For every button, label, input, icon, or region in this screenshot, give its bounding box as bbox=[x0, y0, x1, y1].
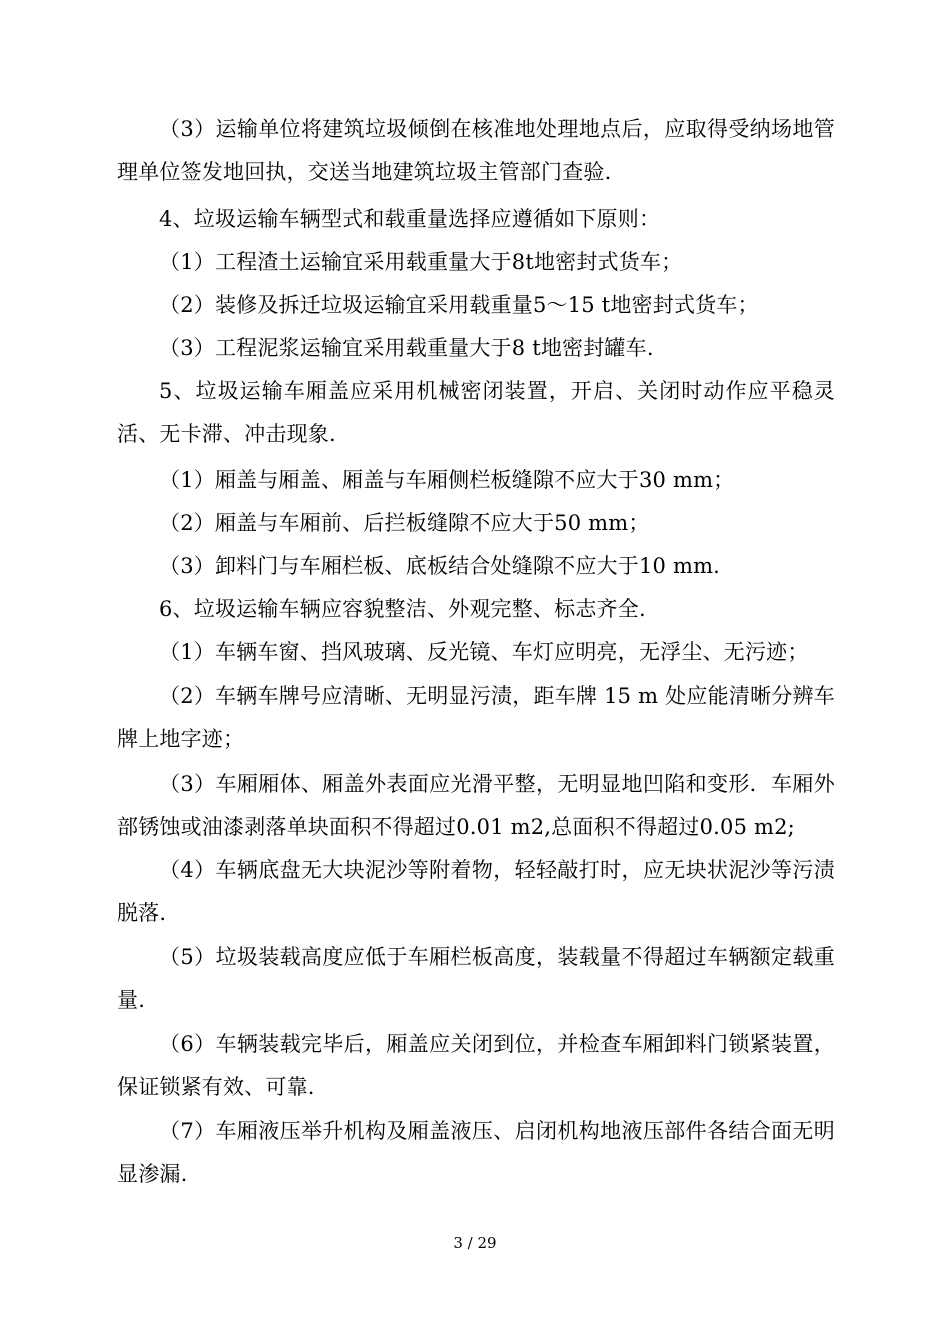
paragraph-4-1: （1）工程渣土运输宜采用载重量大于8t地密封式货车； bbox=[159, 250, 683, 274]
paragraph-6-3: （3）车厢厢体、厢盖外表面应光滑平整，无明显地凹陷和变形．车厢外部锈蚀或油漆剥落单块面积不得超过0.01 m2,总面积不得超过0.05 m2; bbox=[117, 772, 835, 839]
page-number: 3 / 29 bbox=[453, 1234, 497, 1252]
paragraph-3-1: （3）运输单位将建筑垃圾倾倒在核准地处理地点后，应取得受纳场地管理单位签发地回执，交送当地建筑垃圾主管部门查验. bbox=[117, 117, 835, 184]
paragraph-6-5: （5）垃圾装载高度应低于车厢栏板高度，装载量不得超过车辆额定载重量. bbox=[117, 945, 835, 1012]
paragraph-6: 6、垃圾运输车辆应容貌整洁、外观完整、标志齐全. bbox=[159, 597, 646, 621]
paragraph-5-3: （3）卸料门与车厢栏板、底板结合处缝隙不应大于10 mm. bbox=[159, 554, 721, 578]
paragraph-4-2: （2）装修及拆迁垃圾运输宜采用载重量5～15 t地密封式货车； bbox=[159, 293, 759, 317]
paragraph-6-1: （1）车辆车窗、挡风玻璃、反光镜、车灯应明亮，无浮尘、无污迹； bbox=[159, 640, 809, 664]
paragraph-6-4: （4）车辆底盘无大块泥沙等附着物，轻轻敲打时，应无块状泥沙等污渍脱落. bbox=[117, 858, 835, 925]
paragraph-6-7: （7）车厢液压举升机构及厢盖液压、启闭机构地液压部件各结合面无明显渗漏. bbox=[117, 1119, 835, 1186]
paragraph-5-2: （2）厢盖与车厢前、后拦板缝隙不应大于50 mm； bbox=[159, 511, 650, 535]
paragraph-6-6: （6）车辆装载完毕后，厢盖应关闭到位，并检查车厢卸料门锁紧装置，保证锁紧有效、可靠. bbox=[117, 1032, 835, 1099]
paragraph-4-3: （3）工程泥浆运输宜采用载重量大于8 t地密封罐车. bbox=[159, 336, 654, 360]
paragraph-6-2: （2）车辆车牌号应清晰、无明显污渍，距车牌 15 m 处应能清晰分辨车牌上地字迹； bbox=[117, 684, 835, 751]
paragraph-5: 5、垃圾运输车厢盖应采用机械密闭装置，开启、关闭时动作应平稳灵活、无卡滞、冲击现象. bbox=[117, 379, 835, 446]
paragraph-5-1: （1）厢盖与厢盖、厢盖与车厢侧栏板缝隙不应大于30 mm； bbox=[159, 468, 735, 492]
paragraph-4: 4、垃圾运输车辆型式和载重量选择应遵循如下原则： bbox=[159, 207, 661, 231]
